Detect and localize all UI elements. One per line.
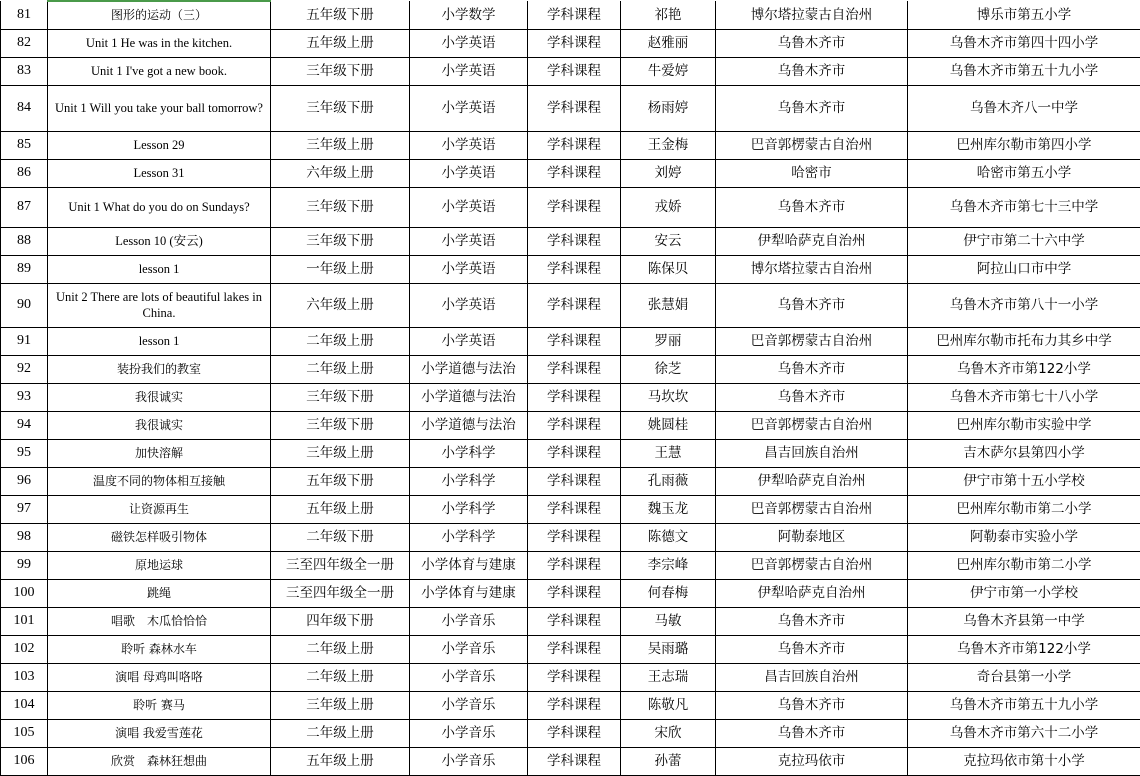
cell-subject: 小学音乐 [410, 607, 528, 635]
cell-region: 博尔塔拉蒙古自治州 [716, 255, 908, 283]
cell-school: 博乐市第五小学 [908, 1, 1140, 29]
cell-course-type: 学科课程 [528, 551, 621, 579]
cell-number: 98 [1, 523, 48, 551]
table-row [1, 691, 1140, 719]
cell-region: 乌鲁木齐市 [716, 283, 908, 327]
cell-subject: 小学数学 [410, 1, 528, 29]
cell-teacher: 陈敬凡 [621, 691, 716, 719]
table-row [1, 607, 1140, 635]
cell-number: 84 [1, 85, 48, 131]
cell-school: 乌鲁木齐八一中学 [908, 85, 1140, 131]
cell-school: 乌鲁木齐县第一中学 [908, 607, 1140, 635]
cell-course-type: 学科课程 [528, 227, 621, 255]
cell-teacher: 罗丽 [621, 327, 716, 355]
cell-grade: 四年级下册 [271, 607, 410, 635]
cell-grade: 二年级上册 [271, 635, 410, 663]
cell-number: 86 [1, 159, 48, 187]
cell-course-type: 学科课程 [528, 131, 621, 159]
cell-grade: 三年级下册 [271, 187, 410, 227]
cell-number: 104 [1, 691, 48, 719]
cell-number: 106 [1, 747, 48, 775]
cell-number: 87 [1, 187, 48, 227]
cell-school: 伊宁市第二十六中学 [908, 227, 1140, 255]
cell-course-type: 学科课程 [528, 1, 621, 29]
cell-number: 97 [1, 495, 48, 523]
cell-teacher: 姚圆桂 [621, 411, 716, 439]
cell-course-title: 图形的运动（三） [48, 1, 271, 29]
cell-teacher: 魏玉龙 [621, 495, 716, 523]
cell-course-title: 聆听 森林水车 [48, 635, 271, 663]
cell-teacher: 马敏 [621, 607, 716, 635]
cell-grade: 二年级上册 [271, 719, 410, 747]
table-row [1, 411, 1140, 439]
cell-teacher: 孔雨薇 [621, 467, 716, 495]
cell-number: 103 [1, 663, 48, 691]
cell-course-type: 学科课程 [528, 255, 621, 283]
cell-grade: 一年级上册 [271, 255, 410, 283]
cell-region: 巴音郭楞蒙古自治州 [716, 327, 908, 355]
cell-school: 巴州库尔勒市第二小学 [908, 551, 1140, 579]
cell-course-type: 学科课程 [528, 383, 621, 411]
cell-subject: 小学体育与建康 [410, 551, 528, 579]
cell-subject: 小学音乐 [410, 663, 528, 691]
cell-course-title: 跳绳 [48, 579, 271, 607]
table-row [1, 467, 1140, 495]
cell-region: 伊犁哈萨克自治州 [716, 467, 908, 495]
cell-grade: 三年级下册 [271, 85, 410, 131]
cell-course-title: 温度不同的物体相互接触 [48, 467, 271, 495]
cell-teacher: 何春梅 [621, 579, 716, 607]
cell-region: 昌吉回族自治州 [716, 663, 908, 691]
cell-grade: 二年级下册 [271, 523, 410, 551]
cell-course-type: 学科课程 [528, 327, 621, 355]
cell-course-title: Unit 1 What do you do on Sundays? [48, 187, 271, 227]
table-row [1, 439, 1140, 467]
cell-region: 哈密市 [716, 159, 908, 187]
cell-grade: 三年级上册 [271, 131, 410, 159]
cell-region: 伊犁哈萨克自治州 [716, 227, 908, 255]
table-row [1, 747, 1140, 775]
table-row [1, 495, 1140, 523]
cell-region: 巴音郭楞蒙古自治州 [716, 495, 908, 523]
cell-grade: 五年级上册 [271, 29, 410, 57]
cell-region: 乌鲁木齐市 [716, 607, 908, 635]
cell-region: 乌鲁木齐市 [716, 187, 908, 227]
cell-grade: 三年级下册 [271, 383, 410, 411]
cell-number: 105 [1, 719, 48, 747]
table-row [1, 663, 1140, 691]
cell-grade: 三至四年级全一册 [271, 551, 410, 579]
cell-grade: 五年级上册 [271, 747, 410, 775]
cell-school: 乌鲁木齐市第四十四小学 [908, 29, 1140, 57]
cell-region: 乌鲁木齐市 [716, 29, 908, 57]
cell-region: 乌鲁木齐市 [716, 719, 908, 747]
table-row [1, 57, 1140, 85]
cell-subject: 小学科学 [410, 495, 528, 523]
cell-school: 克拉玛依市第十小学 [908, 747, 1140, 775]
cell-school: 奇台县第一小学 [908, 663, 1140, 691]
cell-grade: 二年级上册 [271, 327, 410, 355]
cell-grade: 三年级下册 [271, 411, 410, 439]
cell-course-title: lesson 1 [48, 255, 271, 283]
table-row [1, 579, 1140, 607]
cell-school: 巴州库尔勒市第二小学 [908, 495, 1140, 523]
cell-teacher: 马坎坎 [621, 383, 716, 411]
cell-course-title: lesson 1 [48, 327, 271, 355]
cell-subject: 小学科学 [410, 467, 528, 495]
cell-region: 乌鲁木齐市 [716, 635, 908, 663]
cell-course-title: Unit 1 Will you take your ball tomorrow? [48, 85, 271, 131]
cell-school: 伊宁市第十五小学校 [908, 467, 1140, 495]
table-row [1, 85, 1140, 131]
cell-teacher: 赵雅丽 [621, 29, 716, 57]
cell-subject: 小学英语 [410, 227, 528, 255]
cell-number: 85 [1, 131, 48, 159]
cell-subject: 小学道德与法治 [410, 355, 528, 383]
table-row [1, 523, 1140, 551]
cell-teacher: 陈保贝 [621, 255, 716, 283]
cell-subject: 小学英语 [410, 187, 528, 227]
cell-subject: 小学英语 [410, 327, 528, 355]
cell-region: 博尔塔拉蒙古自治州 [716, 1, 908, 29]
cell-grade: 五年级下册 [271, 467, 410, 495]
cell-teacher: 祁艳 [621, 1, 716, 29]
cell-teacher: 孙蕾 [621, 747, 716, 775]
cell-teacher: 杨雨婷 [621, 85, 716, 131]
cell-grade: 五年级下册 [271, 1, 410, 29]
cell-school: 伊宁市第一小学校 [908, 579, 1140, 607]
cell-course-title: Lesson 10 (安云) [48, 227, 271, 255]
cell-course-type: 学科课程 [528, 187, 621, 227]
cell-school: 阿拉山口市中学 [908, 255, 1140, 283]
cell-school: 乌鲁木齐市第五十九小学 [908, 691, 1140, 719]
cell-grade: 六年级上册 [271, 283, 410, 327]
cell-teacher: 陈德文 [621, 523, 716, 551]
cell-course-type: 学科课程 [528, 29, 621, 57]
cell-course-type: 学科课程 [528, 523, 621, 551]
cell-grade: 三年级下册 [271, 227, 410, 255]
cell-course-type: 学科课程 [528, 495, 621, 523]
cell-course-type: 学科课程 [528, 159, 621, 187]
cell-course-type: 学科课程 [528, 635, 621, 663]
cell-teacher: 王志瑞 [621, 663, 716, 691]
table-row [1, 719, 1140, 747]
cell-number: 88 [1, 227, 48, 255]
cell-teacher: 徐芝 [621, 355, 716, 383]
cell-teacher: 宋欣 [621, 719, 716, 747]
cell-grade: 三年级下册 [271, 57, 410, 85]
cell-course-type: 学科课程 [528, 663, 621, 691]
table-row [1, 131, 1140, 159]
cell-course-type: 学科课程 [528, 467, 621, 495]
cell-school: 哈密市第五小学 [908, 159, 1140, 187]
cell-number: 102 [1, 635, 48, 663]
cell-subject: 小学音乐 [410, 719, 528, 747]
cell-course-title: 加快溶解 [48, 439, 271, 467]
table-row [1, 227, 1140, 255]
cell-school: 乌鲁木齐市第七十三中学 [908, 187, 1140, 227]
cell-course-title: 磁铁怎样吸引物体 [48, 523, 271, 551]
cell-subject: 小学音乐 [410, 635, 528, 663]
cell-school: 巴州库尔勒市第四小学 [908, 131, 1140, 159]
cell-course-title: Unit 1 He was in the kitchen. [48, 29, 271, 57]
cell-number: 94 [1, 411, 48, 439]
cell-course-type: 学科课程 [528, 439, 621, 467]
cell-subject: 小学英语 [410, 131, 528, 159]
cell-course-title: 我很诚实 [48, 411, 271, 439]
table-row [1, 283, 1140, 327]
table-row [1, 355, 1140, 383]
cell-course-type: 学科课程 [528, 607, 621, 635]
table-row [1, 383, 1140, 411]
cell-grade: 二年级上册 [271, 355, 410, 383]
cell-number: 89 [1, 255, 48, 283]
cell-region: 昌吉回族自治州 [716, 439, 908, 467]
cell-course-title: 演唱 我爱雪莲花 [48, 719, 271, 747]
cell-subject: 小学英语 [410, 29, 528, 57]
cell-course-title: Unit 2 There are lots of beautiful lakes in China. [48, 283, 271, 327]
cell-number: 101 [1, 607, 48, 635]
cell-teacher: 李宗峰 [621, 551, 716, 579]
cell-course-title: 装扮我们的教室 [48, 355, 271, 383]
cell-grade: 三年级上册 [271, 691, 410, 719]
cell-teacher: 王金梅 [621, 131, 716, 159]
cell-grade: 三年级上册 [271, 439, 410, 467]
cell-course-type: 学科课程 [528, 691, 621, 719]
cell-course-type: 学科课程 [528, 355, 621, 383]
cell-course-type: 学科课程 [528, 283, 621, 327]
table-row [1, 159, 1140, 187]
cell-school: 乌鲁木齐市第五十九小学 [908, 57, 1140, 85]
cell-course-title: Lesson 29 [48, 131, 271, 159]
cell-school: 巴州库尔勒市托布力其乡中学 [908, 327, 1140, 355]
table-row [1, 255, 1140, 283]
cell-subject: 小学音乐 [410, 747, 528, 775]
cell-number: 100 [1, 579, 48, 607]
cell-number: 99 [1, 551, 48, 579]
cell-teacher: 安云 [621, 227, 716, 255]
cell-school: 巴州库尔勒市实验中学 [908, 411, 1140, 439]
cell-course-title: 聆听 赛马 [48, 691, 271, 719]
cell-teacher: 吴雨璐 [621, 635, 716, 663]
cell-region: 克拉玛依市 [716, 747, 908, 775]
cell-course-type: 学科课程 [528, 85, 621, 131]
cell-region: 巴音郭楞蒙古自治州 [716, 411, 908, 439]
cell-number: 82 [1, 29, 48, 57]
cell-subject: 小学道德与法治 [410, 411, 528, 439]
table-row [1, 551, 1140, 579]
cell-course-title: Lesson 31 [48, 159, 271, 187]
cell-grade: 二年级上册 [271, 663, 410, 691]
cell-course-type: 学科课程 [528, 579, 621, 607]
cell-subject: 小学体育与建康 [410, 579, 528, 607]
cell-subject: 小学英语 [410, 159, 528, 187]
cell-teacher: 张慧娟 [621, 283, 716, 327]
cell-course-title: 原地运球 [48, 551, 271, 579]
cell-subject: 小学音乐 [410, 691, 528, 719]
cell-region: 乌鲁木齐市 [716, 383, 908, 411]
cell-course-type: 学科课程 [528, 57, 621, 85]
cell-region: 巴音郭楞蒙古自治州 [716, 551, 908, 579]
cell-course-type: 学科课程 [528, 719, 621, 747]
cell-course-title: 我很诚实 [48, 383, 271, 411]
cell-subject: 小学科学 [410, 439, 528, 467]
cell-school: 阿勒泰市实验小学 [908, 523, 1140, 551]
cell-course-title: 唱歌 木瓜恰恰恰 [48, 607, 271, 635]
cell-course-title: 欣赏 森林狂想曲 [48, 747, 271, 775]
cell-number: 92 [1, 355, 48, 383]
cell-region: 阿勒泰地区 [716, 523, 908, 551]
cell-number: 91 [1, 327, 48, 355]
cell-region: 乌鲁木齐市 [716, 85, 908, 131]
cell-number: 96 [1, 467, 48, 495]
cell-school: 乌鲁木齐市第六十二小学 [908, 719, 1140, 747]
cell-grade: 五年级上册 [271, 495, 410, 523]
table-row [1, 635, 1140, 663]
table-body [1, 1, 1140, 775]
cell-number: 83 [1, 57, 48, 85]
cell-region: 乌鲁木齐市 [716, 57, 908, 85]
table-row [1, 327, 1140, 355]
cell-subject: 小学英语 [410, 283, 528, 327]
cell-subject: 小学英语 [410, 85, 528, 131]
cell-teacher: 牛爱婷 [621, 57, 716, 85]
cell-teacher: 刘婷 [621, 159, 716, 187]
cell-region: 乌鲁木齐市 [716, 691, 908, 719]
cell-teacher: 王慧 [621, 439, 716, 467]
cell-number: 90 [1, 283, 48, 327]
cell-course-title: Unit 1 I've got a new book. [48, 57, 271, 85]
table-row [1, 29, 1140, 57]
cell-subject: 小学科学 [410, 523, 528, 551]
cell-grade: 三至四年级全一册 [271, 579, 410, 607]
cell-course-type: 学科课程 [528, 747, 621, 775]
cell-number: 95 [1, 439, 48, 467]
cell-grade: 六年级上册 [271, 159, 410, 187]
cell-school: 乌鲁木齐市第122小学 [908, 635, 1140, 663]
cell-course-title: 演唱 母鸡叫咯咯 [48, 663, 271, 691]
table-row [1, 187, 1140, 227]
cell-school: 乌鲁木齐市第七十八小学 [908, 383, 1140, 411]
cell-subject: 小学道德与法治 [410, 383, 528, 411]
cell-course-type: 学科课程 [528, 411, 621, 439]
cell-region: 乌鲁木齐市 [716, 355, 908, 383]
cell-region: 巴音郭楞蒙古自治州 [716, 131, 908, 159]
cell-school: 乌鲁木齐市第122小学 [908, 355, 1140, 383]
cell-subject: 小学英语 [410, 255, 528, 283]
cell-number: 81 [1, 1, 48, 29]
cell-teacher: 戎娇 [621, 187, 716, 227]
cell-subject: 小学英语 [410, 57, 528, 85]
table-row [1, 1, 1140, 29]
cell-school: 乌鲁木齐市第八十一小学 [908, 283, 1140, 327]
cell-school: 吉木萨尔县第四小学 [908, 439, 1140, 467]
cell-region: 伊犁哈萨克自治州 [716, 579, 908, 607]
cell-number: 93 [1, 383, 48, 411]
cell-course-title: 让资源再生 [48, 495, 271, 523]
